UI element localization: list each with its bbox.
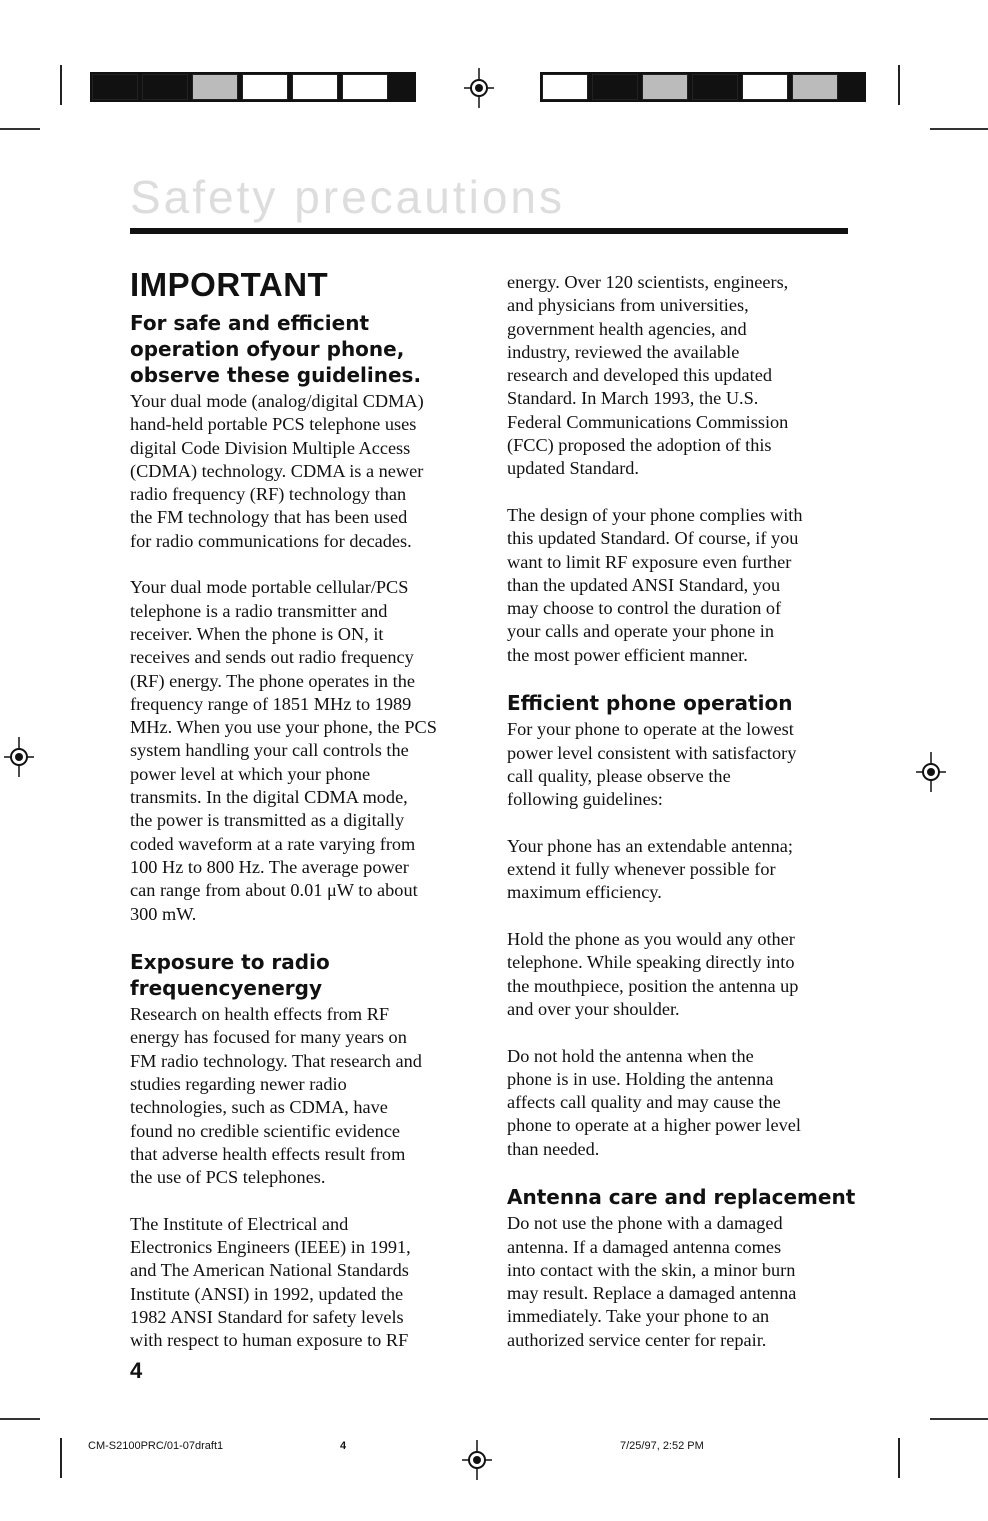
text-line: antenna. If a damaged antenna comes xyxy=(507,1236,782,1257)
text-line: Standard. In March 1993, the U.S. xyxy=(507,388,759,409)
page-number: 4 xyxy=(130,1358,143,1383)
body-paragraph xyxy=(130,390,480,553)
text-line: Electronics Engineers (IEEE) in 1991, xyxy=(130,1237,411,1258)
text-line: Do not use the phone with a damaged xyxy=(507,1213,783,1234)
text-line: telephone. While speaking directly into xyxy=(507,952,795,973)
body-paragraph xyxy=(507,504,857,667)
section-heading xyxy=(507,690,857,716)
text-line: and physicians from universities, xyxy=(507,295,749,316)
text-line: your calls and operate your phone in xyxy=(507,621,775,642)
text-line: the most power efficient manner. xyxy=(507,644,748,665)
text-line: Your dual mode portable cellular/PCS xyxy=(130,577,409,598)
text-line: The Institute of Electrical and xyxy=(130,1213,349,1234)
text-line: into contact with the skin, a minor burn xyxy=(507,1259,796,1280)
text-line: Institute (ANSI) in 1992, updated the xyxy=(130,1283,404,1304)
registration-mark-icon xyxy=(464,68,494,108)
text-line: coded waveform at a rate varying from xyxy=(130,833,416,854)
text-line: following guidelines: xyxy=(507,789,663,810)
body-paragraph xyxy=(130,576,480,925)
text-line: can range from about 0.01 μW to about xyxy=(130,880,418,901)
text-line: with respect to human exposure to RF xyxy=(130,1330,409,1351)
text-line: hand-held portable PCS telephone uses xyxy=(130,414,417,435)
crop-mark xyxy=(60,1438,62,1478)
text-line: Your dual mode (analog/digital CDMA) xyxy=(130,391,424,411)
registration-mark-icon xyxy=(462,1440,492,1480)
text-line: The design of your phone complies with xyxy=(507,504,803,525)
crop-mark xyxy=(60,65,62,105)
text-line: than the updated ANSI Standard, you xyxy=(507,574,781,595)
text-line: affects call quality and may cause the xyxy=(507,1092,781,1113)
text-line: telephone is a radio transmitter and xyxy=(130,600,388,621)
text-line: updated Standard. xyxy=(507,458,639,479)
text-line: power level at which your phone xyxy=(130,763,371,784)
section-title: Safety precautions xyxy=(130,171,566,223)
text-line: phone to operate at a higher power level xyxy=(507,1115,801,1136)
registration-mark-icon xyxy=(916,752,946,792)
text-line: the use of PCS telephones. xyxy=(130,1167,326,1188)
text-line: radio frequency (RF) technology than xyxy=(130,484,407,505)
text-line: energy xyxy=(243,976,322,1001)
text-line: transmits. In the digital CDMA mode, xyxy=(130,787,408,808)
text-line: immediately. Take your phone to an xyxy=(507,1306,770,1327)
text-line: may result. Replace a damaged antenna xyxy=(507,1283,797,1304)
text-line: Federal Communications Commission xyxy=(507,411,789,432)
registration-mark-icon xyxy=(4,737,34,777)
text-line: frequency range of 1851 MHz to 1989 xyxy=(130,693,412,714)
text-line: maximum efficiency. xyxy=(507,882,662,903)
text-line: Hold the phone as you would any other xyxy=(507,929,795,950)
text-line: receives and sends out radio frequency xyxy=(130,647,414,668)
text-line: the FM technology that has been used xyxy=(130,507,408,528)
text-line: MHz. When you use your phone, the PCS xyxy=(130,717,437,738)
text-line: than needed. xyxy=(507,1138,600,1159)
body-paragraph xyxy=(507,271,857,481)
body-paragraph xyxy=(507,835,857,905)
text-line: may choose to control the duration of xyxy=(507,598,782,619)
color-calibration-bar-left xyxy=(90,72,416,102)
text-line: government health agencies, and xyxy=(507,318,747,339)
text-line: (CDMA) technology. CDMA is a newer xyxy=(130,460,424,481)
text-line: phone is in use. Holding the antenna xyxy=(507,1068,774,1089)
right-column xyxy=(507,271,857,1375)
text-line: the mouthpiece, position the antenna up xyxy=(507,975,799,996)
section-heading xyxy=(130,949,480,1001)
text-line: Exposure to radio frequency xyxy=(130,950,330,1001)
text-line: (RF) energy. The phone operates in the xyxy=(130,670,415,691)
text-line: FM radio technology. That research and xyxy=(130,1050,422,1071)
body-paragraph xyxy=(130,1003,480,1189)
important-heading: IMPORTANT xyxy=(130,266,329,303)
body-paragraph xyxy=(130,1213,480,1353)
text-line: research and developed this updated xyxy=(507,365,772,386)
section-heading xyxy=(130,310,480,388)
left-column xyxy=(130,266,480,1376)
footer-timestamp: 7/25/97, 2:52 PM xyxy=(620,1440,704,1452)
body-paragraph xyxy=(507,1045,857,1161)
text-line: digital Code Division Multiple Access xyxy=(130,437,411,458)
text-line: power level consistent with satisfactory xyxy=(507,742,797,763)
body-paragraph xyxy=(507,928,857,1021)
footer-page: 4 xyxy=(340,1440,347,1452)
text-line: call quality, please observe the xyxy=(507,765,731,786)
text-line: and over your shoulder. xyxy=(507,998,680,1019)
text-line: system handling your call controls the xyxy=(130,740,409,761)
color-calibration-bar-right xyxy=(540,72,866,102)
text-line: your phone, observe these guidelines. xyxy=(130,337,422,387)
text-line: and The American National Standards xyxy=(130,1260,409,1281)
text-line: Do not hold the antenna when the xyxy=(507,1045,754,1066)
text-line: industry, reviewed the available xyxy=(507,341,740,362)
text-line: this updated Standard. Of course, if you xyxy=(507,528,799,549)
text-line: energy has focused for many years on xyxy=(130,1027,407,1048)
text-line: extend it fully whenever possible for xyxy=(507,859,776,880)
text-line: For your phone to operate at the lowest xyxy=(507,719,794,740)
text-line: For safe and efficient operation of xyxy=(130,311,370,361)
section-heading xyxy=(507,1184,857,1210)
text-line: Efficient phone operation xyxy=(507,691,793,716)
crop-mark xyxy=(0,1418,40,1420)
text-line: (FCC) proposed the adoption of this xyxy=(507,435,772,456)
body-paragraph xyxy=(507,1212,857,1352)
crop-mark xyxy=(898,1438,900,1478)
crop-mark xyxy=(930,1418,988,1420)
text-line: 300 mW. xyxy=(130,903,197,924)
text-line: 1982 ANSI Standard for safety levels xyxy=(130,1306,404,1327)
text-line: found no credible scientific evidence xyxy=(130,1120,401,1141)
text-line: technologies, such as CDMA, have xyxy=(130,1097,388,1118)
text-line: studies regarding newer radio xyxy=(130,1074,347,1095)
text-line: Research on health effects from RF xyxy=(130,1004,390,1025)
text-line: for radio communications for decades. xyxy=(130,530,412,551)
text-line: the power is transmitted as a digitally xyxy=(130,810,405,831)
body-paragraph xyxy=(507,718,857,811)
text-line: 100 Hz to 800 Hz. The average power xyxy=(130,856,409,877)
text-line: Your phone has an extendable antenna; xyxy=(507,835,793,856)
crop-mark xyxy=(930,128,988,130)
text-line: that adverse health effects result from xyxy=(130,1143,406,1164)
text-line: want to limit RF exposure even further xyxy=(507,551,792,572)
title-rule xyxy=(130,228,848,234)
crop-mark xyxy=(898,65,900,105)
text-line: energy. Over 120 scientists, engineers, xyxy=(507,272,789,292)
footer-doc-id: CM-S2100PRC/01-07draft1 xyxy=(88,1440,224,1452)
text-line: receiver. When the phone is ON, it xyxy=(130,623,384,644)
text-line: authorized service center for repair. xyxy=(507,1329,767,1350)
crop-mark xyxy=(0,128,40,130)
text-line: Antenna care and replacement xyxy=(507,1185,856,1210)
